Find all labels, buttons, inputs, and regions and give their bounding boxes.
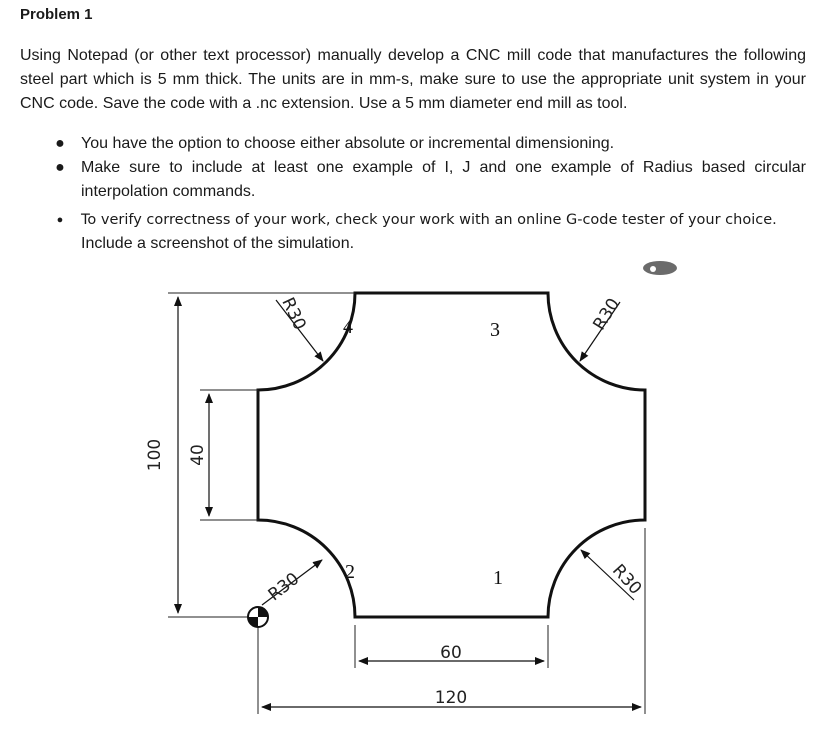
dim-total-height: 100: [145, 438, 165, 472]
bullet-icon: ●: [55, 135, 65, 152]
origin-marker-icon: [248, 607, 268, 627]
point-label: 1: [493, 567, 503, 589]
dim-inner-height: 40: [188, 444, 208, 466]
point-label: 4: [343, 316, 353, 338]
radius-label: R30: [264, 568, 304, 606]
point-label: 3: [490, 319, 500, 341]
requirement-text: You have the option to choose either absolute or incremental dimensioning.: [81, 135, 615, 152]
bullet-icon: ●: [56, 214, 64, 226]
requirement-text: Make sure to include at least one example of I, J and one example of Radius based circular interpolation commands.: [81, 159, 806, 200]
radius-label: R30: [277, 294, 310, 334]
bullet-icon: ●: [55, 159, 65, 176]
part-outline: [258, 293, 645, 617]
radius-leaders: [262, 300, 634, 605]
requirement-text: To verify correctness of your work, check your work with an online G-code tester of your choice.: [81, 212, 777, 228]
problem-heading: Problem 1: [20, 6, 93, 23]
problem-description: Using Notepad (or other text processor) manually develop a CNC mill code that manufactures the following steel part which is 5 mm thick. The units are in mm-s, make sure to use the appropriate unit system in your CNC code. Save the code with a .nc extension. Use a 5 mm diameter end mill as tool.: [20, 47, 806, 112]
extension-lines: [168, 293, 645, 714]
radius-label: R30: [589, 294, 625, 334]
cursor-badge-icon: [643, 261, 677, 275]
requirement-text-continued: Include a screenshot of the simulation.: [81, 235, 355, 252]
radius-label: R30: [608, 560, 646, 599]
dim-total-width: 120: [434, 688, 468, 708]
point-label: 2: [345, 561, 355, 583]
dim-inner-width: 60: [440, 643, 462, 663]
